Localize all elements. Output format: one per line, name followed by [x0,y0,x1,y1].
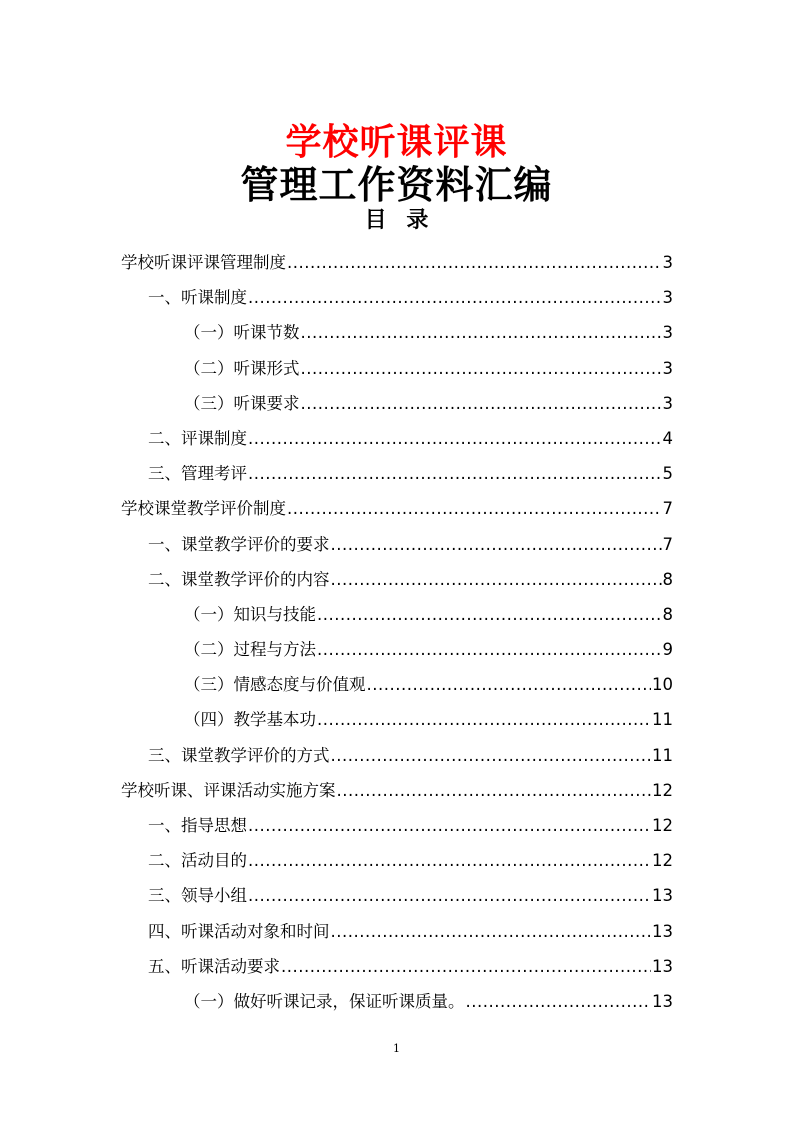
toc-entry-page: 8 [662,569,673,589]
toc-entry-text: 一、指导思想 [148,816,247,835]
toc-entry-page: 4 [662,428,673,448]
toc-entry-page: 3 [662,323,673,343]
toc-leader-dots [466,988,652,1016]
toc-leader-dots [248,812,651,840]
toc-entry-text: （二）过程与方法 [184,640,316,660]
toc-entry-text: 五、听课活动要求 [148,956,280,976]
toc-entry[interactable] [121,953,673,988]
toc-entry-page: 5 [662,464,673,484]
toc-leader-dots [337,777,652,805]
toc-leader-dots [248,882,651,910]
toc-entry-page: 13 [652,921,673,941]
toc-entry[interactable] [121,460,673,495]
toc-leader-dots [301,355,662,383]
toc-entry-text: 二、活动目的 [148,851,247,871]
toc-entry[interactable] [121,319,673,354]
toc-entry-page: 11 [652,745,673,765]
toc-entry-text: （三）情感态度与价值观 [184,675,366,695]
toc-entry[interactable] [121,601,673,636]
toc-entry[interactable] [121,425,673,460]
toc-entry-text: （四）教学基本功 [184,710,316,730]
toc-entry-text: （二）听课形式 [184,358,300,378]
toc-leader-dots [248,460,662,488]
toc-entry[interactable] [121,918,673,953]
toc-entry-page: 12 [652,851,673,871]
toc-leader-dots [301,319,662,347]
toc-entry-page: 10 [652,675,673,695]
toc-leader-dots [331,918,652,946]
toc-entry-text: 四、听课活动对象和时间 [148,921,330,941]
toc-entry-text: 学校课堂教学评价制度 [121,499,286,519]
toc-entry-text: 三、课堂教学评价的方式 [148,745,330,765]
document-title-line1: 学校听课评课 [285,122,508,163]
toc-entry-text: （三）听课要求 [184,393,300,413]
toc-entry[interactable] [121,742,673,777]
toc-leader-dots [248,284,662,312]
toc-entry-page: 13 [652,991,673,1011]
toc-leader-dots [248,425,662,453]
toc-entry[interactable] [121,355,673,390]
toc-entry[interactable] [121,988,673,1023]
toc-entry-text: 二、评课制度 [148,428,247,448]
toc-entry-text: （一）知识与技能 [184,604,316,624]
toc-entry[interactable] [121,882,673,917]
toc-entry[interactable] [121,249,673,284]
toc-entry-page: 12 [652,816,673,835]
toc-entry[interactable] [121,671,673,706]
toc-entry-page: 12 [652,780,673,800]
toc-entry[interactable] [121,847,673,882]
toc-leader-dots [281,953,651,981]
toc-heading: 目 录 [364,208,429,233]
toc-entry[interactable] [121,495,673,530]
toc-entry-text: 一、课堂教学评价的要求 [148,534,330,554]
toc-entry-page: 8 [662,604,673,624]
toc-entry[interactable] [121,706,673,741]
toc-entry-page: 3 [662,288,673,308]
toc-entry-text: 学校听课评课管理制度 [121,253,286,272]
toc-entry-text: 一、听课制度 [148,288,247,308]
toc-leader-dots [331,742,652,770]
toc-leader-dots [317,601,662,629]
toc-leader-dots [367,671,652,699]
document-title-line2: 管理工作资料汇编 [240,163,553,207]
toc-entry-page: 3 [662,358,673,378]
toc-entry-text: 学校听课、评课活动实施方案 [121,780,336,800]
toc-leader-dots [331,566,662,594]
page-number: 1 [393,1042,400,1055]
toc-entry[interactable] [121,777,673,812]
toc-entry-page: 3 [662,253,673,272]
toc-leader-dots [287,249,662,277]
toc-entry[interactable] [121,636,673,671]
toc-entry-page: 7 [662,534,673,554]
toc-leader-dots [301,390,662,418]
toc-entry-text: （一）听课节数 [184,323,300,343]
toc-leader-dots [331,531,662,559]
toc-entry[interactable] [121,531,673,566]
toc-leader-dots [287,495,662,523]
toc-entry-text: 三、管理考评 [148,464,247,484]
toc-entry-text: 三、领导小组 [148,886,247,906]
toc-entry-page: 7 [662,499,673,519]
toc-entry-page: 13 [652,886,673,906]
toc-entry-text: 二、课堂教学评价的内容 [148,569,330,589]
toc-entry-page: 3 [662,393,673,413]
toc-leader-dots [317,706,651,734]
table-of-contents [121,249,673,1023]
toc-entry[interactable] [121,812,673,847]
toc-entry-page: 9 [662,640,673,660]
toc-leader-dots [248,847,651,875]
toc-leader-dots [317,636,662,664]
toc-entry-text: （一）做好听课记录，保证听课质量。 [184,991,465,1011]
toc-entry[interactable] [121,284,673,319]
toc-entry-page: 11 [652,710,673,730]
toc-entry[interactable] [121,566,673,601]
toc-entry-page: 13 [652,956,673,976]
toc-entry[interactable] [121,390,673,425]
